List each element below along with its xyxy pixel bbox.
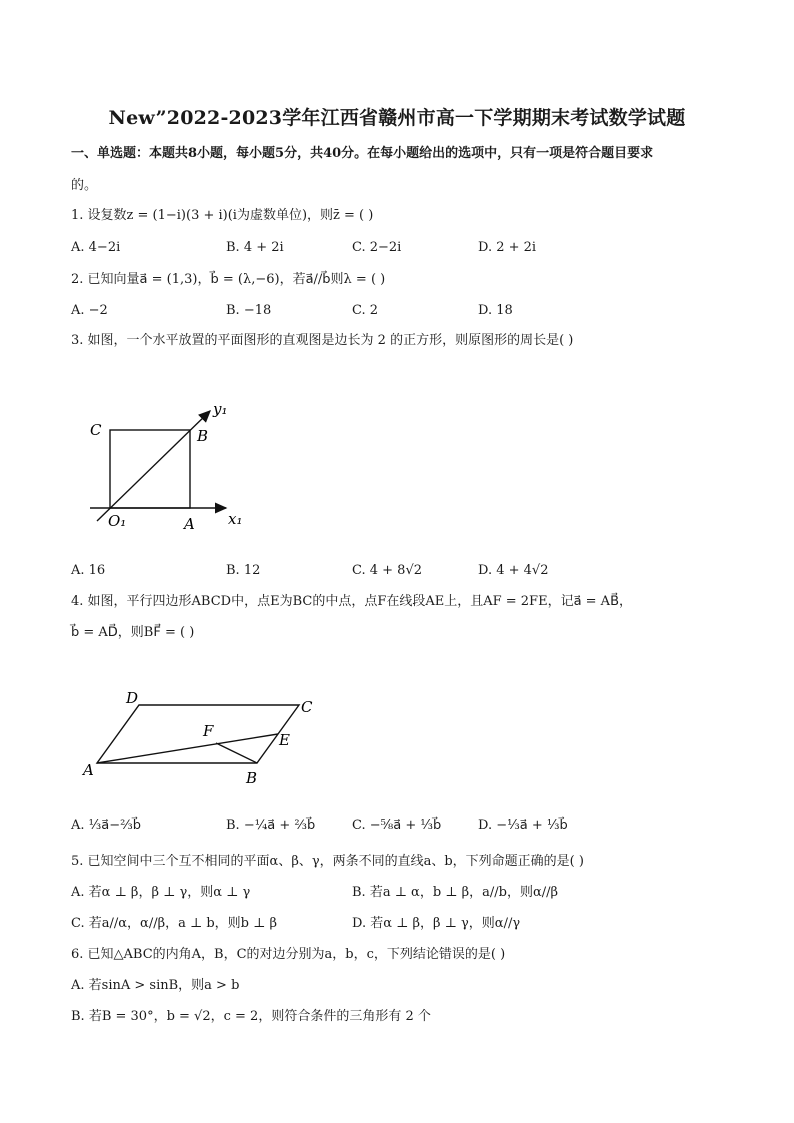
section-heading-continued: 的。 [71,178,98,193]
question-3-figure [80,395,260,535]
question-1-stem: 1. 设复数z = (1−i)(3 + i)(i为虚数单位)，则z̄ = ( ) [71,208,374,223]
question-5-option-d: D. 若α ⊥ β，β ⊥ γ，则α//γ [352,916,521,931]
question-4-option-d: D. −⅓a⃗ + ⅓b⃗ [478,818,568,833]
question-1-option-d: D. 2 + 2i [478,240,537,255]
label-a: A [83,761,94,779]
question-3-option-d: D. 4 + 4√2 [478,563,549,578]
question-4-option-a: A. ⅓a⃗−⅔b⃗ [71,818,141,833]
label-c: C [301,698,313,716]
question-3-option-c: C. 4 + 8√2 [352,563,423,578]
question-1-option-a: A. 4−2i [71,240,121,255]
y-axis-line [97,411,210,521]
question-4-option-b: B. −¼a⃗ + ⅔b⃗ [226,818,316,833]
question-2-option-b: B. −18 [226,303,272,318]
label-e: E [279,731,290,749]
question-2-option-d: D. 18 [478,303,513,318]
question-6-stem: 6. 已知△ABC的内角A，B，C的对边分别为a，b，c，下列结论错误的是( ) [71,947,506,962]
question-3-stem: 3. 如图，一个水平放置的平面图形的直观图是边长为 2 的正方形，则原图形的周长是( ) [71,333,574,348]
question-5-option-b: B. 若a ⊥ α，b ⊥ β，a//b，则α//β [352,885,559,900]
label-f: F [203,722,214,740]
label-d: D [126,689,139,707]
label-y1: y₁ [213,400,228,418]
question-6-option-a: A. 若sinA > sinB，则a > b [71,978,240,993]
question-4-option-c: C. −⅝a⃗ + ⅓b⃗ [352,818,442,833]
label-b: B [246,769,258,787]
segment-bf [216,743,257,763]
question-5-option-c: C. 若a//α，α//β，a ⊥ b，则b ⊥ β [71,916,277,931]
label-a: A [184,515,195,533]
label-x1: x₁ [228,510,243,528]
section-heading: 一、单选题：本题共8小题，每小题5分，共40分。在每小题给出的选项中，只有一项是符合题目要求 [71,146,654,161]
label-c: C [90,421,102,439]
question-6-option-b: B. 若B = 30°，b = √2，c = 2，则符合条件的三角形有 2 个 [71,1009,431,1024]
question-1-option-b: B. 4 + 2i [226,240,284,255]
question-2-option-a: A. −2 [71,303,108,318]
question-5-stem: 5. 已知空间中三个互不相同的平面α、β、γ，两条不同的直线a、b，下列命题正确的是( ) [71,854,584,869]
question-1-option-c: C. 2−2i [352,240,402,255]
question-2-stem: 2. 已知向量a⃗ = (1,3)，b⃗ = (λ,−6)，若a⃗//b⃗则λ = ( ) [71,272,386,287]
segment-ae [97,734,278,763]
page-title: New”2022-2023学年江西省赣州市高一下学期期末考试数学试题 [108,107,686,129]
question-2-option-c: C. 2 [352,303,379,318]
parallelogram-shape [97,705,299,763]
label-b: B [197,427,209,445]
question-4-stem: 4. 如图，平行四边形ABCD中，点E为BC的中点，点F在线段AE上，且AF = 2FE，记a⃗ = AB⃗， [71,594,632,609]
question-4-figure [80,688,330,793]
question-5-option-a: A. 若α ⊥ β，β ⊥ γ，则α ⊥ γ [71,885,251,900]
question-3-option-b: B. 12 [226,563,261,578]
question-4-stem-continued: b⃗ = AD⃗，则BF⃗ = ( ) [71,625,195,640]
label-o1: O₁ [108,512,127,530]
question-3-option-a: A. 16 [71,563,106,578]
